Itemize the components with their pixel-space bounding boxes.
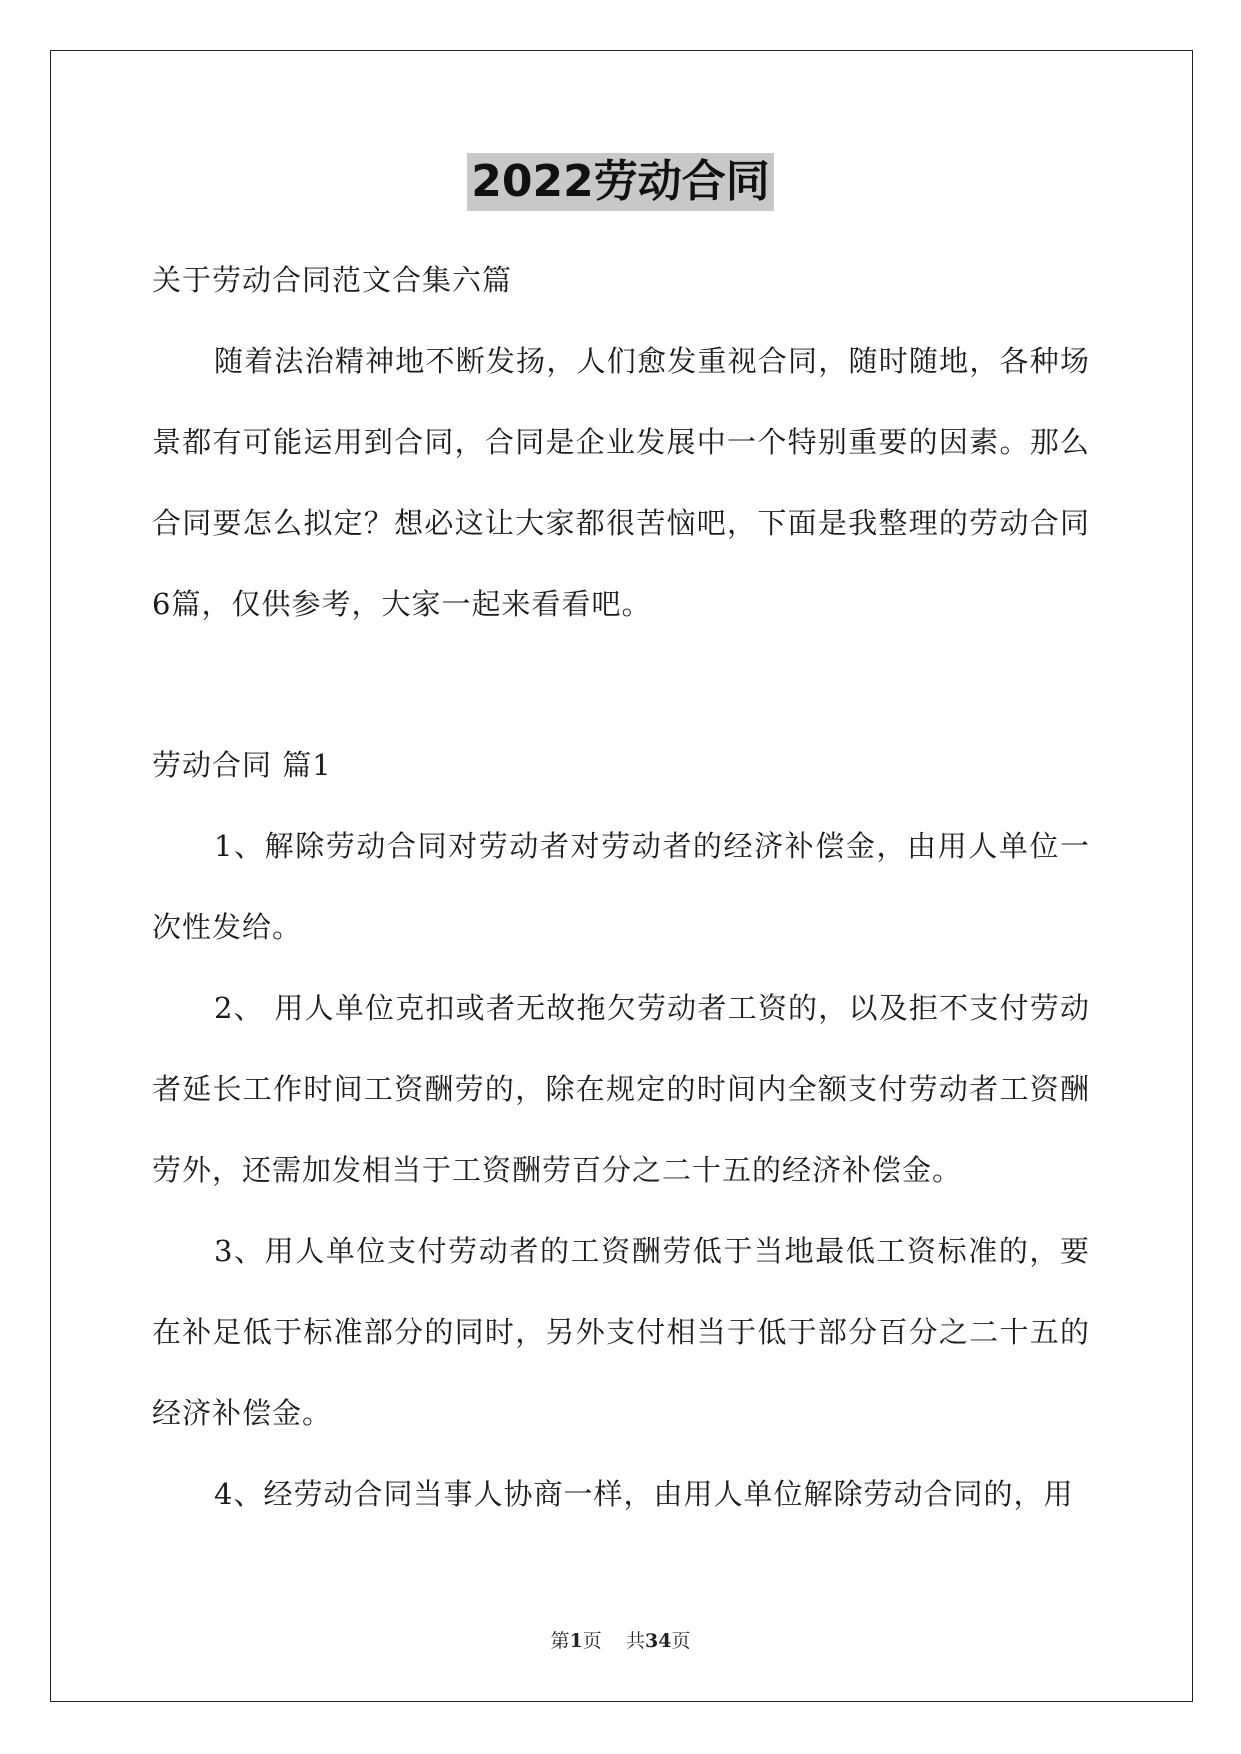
intro-paragraph: 随着法治精神地不断发扬，人们愈发重视合同，随时随地，各种场景都有可能运用到合同，合同是企业发展中一个特别重要的因素。那么合同要怎么拟定？想必这让大家都很苦恼吧，下面是我整理的劳动合同6篇，仅供参考，大家一起来看看吧。 bbox=[152, 344, 1090, 621]
clause-paragraph: 3、用人单位支付劳动者的工资酬劳低于当地最低工资标准的，要在补足低于标准部分的同时，另外支付相当于低于部分百分之二十五的经济补偿金。 bbox=[152, 1234, 1090, 1430]
section-heading: 劳动合同 篇1 bbox=[152, 748, 332, 782]
footer-total-suffix: 页 bbox=[671, 1630, 691, 1652]
clause-paragraph: 2、 用人单位克扣或者无故拖欠劳动者工资的，以及拒不支付劳动者延长工作时间工资酬劳的，除在规定的时间内全额支付劳动者工资酬劳外，还需加发相当于工资酬劳百分之二十五的经济补偿金。 bbox=[152, 991, 1090, 1187]
footer-total-prefix: 共 bbox=[625, 1630, 645, 1652]
total-pages-number: 34 bbox=[644, 1630, 672, 1652]
clause-paragraph: 1、解除劳动合同对劳动者对劳动者的经济补偿金，由用人单位一次性发给。 bbox=[152, 829, 1090, 944]
page-footer bbox=[0, 1626, 1241, 1653]
document-title: 2022劳动合同 bbox=[467, 153, 773, 211]
document-body bbox=[152, 240, 1090, 1535]
clause-paragraph: 4、经劳动合同当事人协商一样，由用人单位解除劳动合同的，用 bbox=[214, 1477, 1074, 1511]
footer-prefix: 第 bbox=[550, 1630, 570, 1652]
footer-page-suffix: 页 bbox=[582, 1630, 602, 1652]
document-subtitle: 关于劳动合同范文合集六篇 bbox=[152, 263, 513, 297]
title-container bbox=[0, 153, 1241, 211]
current-page-number: 1 bbox=[569, 1630, 583, 1652]
